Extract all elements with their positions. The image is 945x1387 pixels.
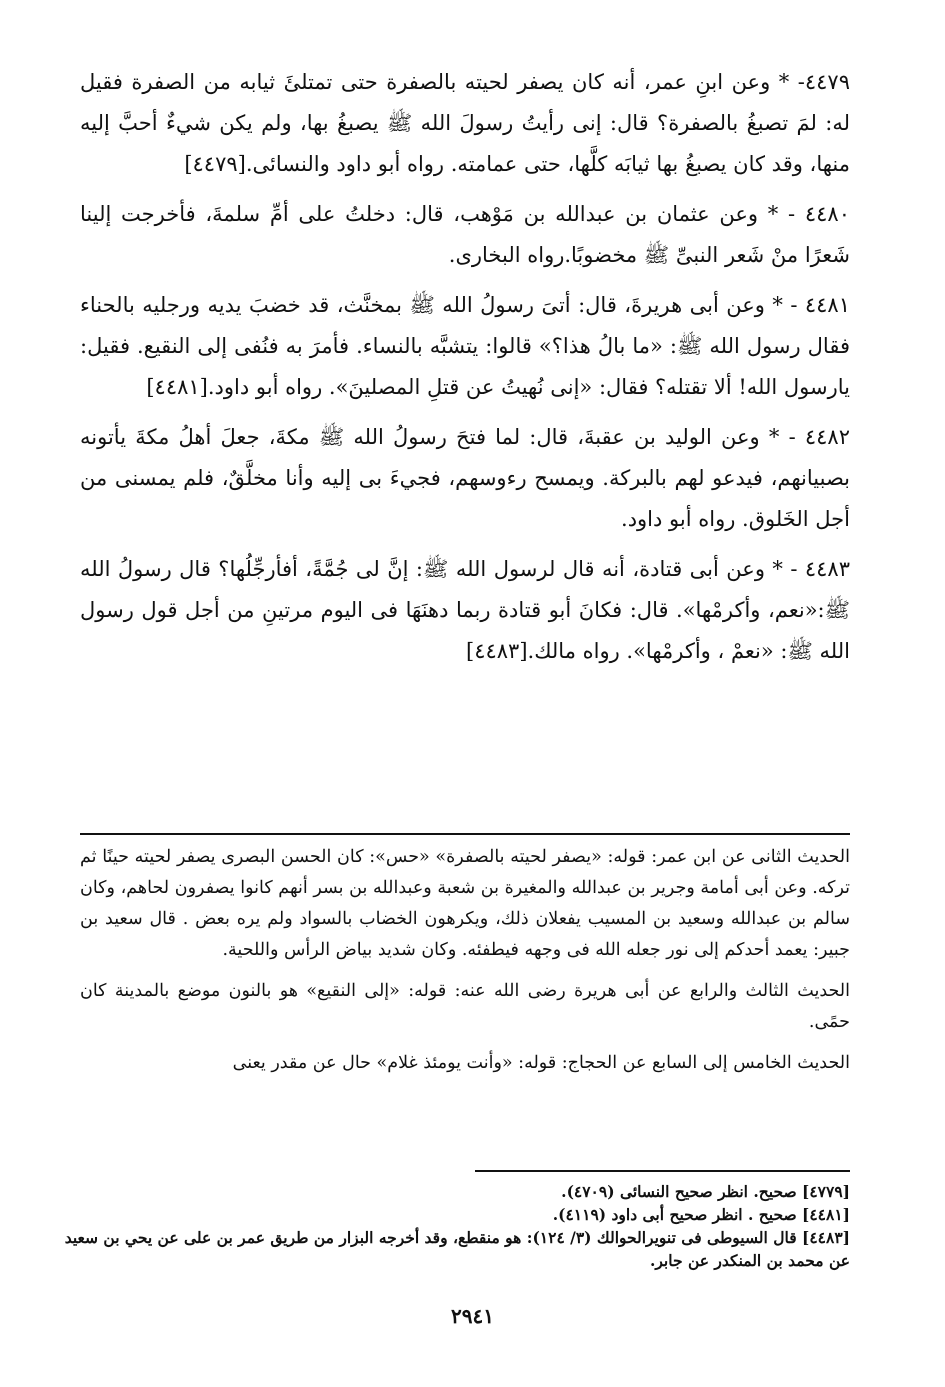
footnote-divider bbox=[475, 1170, 850, 1172]
commentary-paragraph: الحديث الخامس إلى السابع عن الحجاج: قوله: «وأنت يومئذ غلام» حال عن مقدر يعنى bbox=[232, 1053, 850, 1073]
commentary-divider bbox=[80, 833, 850, 835]
footnotes-section bbox=[60, 1180, 850, 1272]
commentary-paragraph: الحديث الثانى عن ابن عمر: قوله: «يصفر لحيته بالصفرة» «حس»: كان الحسن البصرى يصفر لحيته حينًا ثم تركه. وعن أبى أمامة وجرير بن عبدالله والمغيرة بن شعبة وعبدالله بن بسر أنهم كانوا يصفرون لحاهم، وكان سالم بن عبدالله وسعيد بن المسيب يفعلان ذلك، ويكرهون الخضاب بالسواد ولم يره بعض . قال سعيد بن جبير: يعمد أحدكم إلى نور جعله الله فى وجهه فيطفئه. وكان شديد بياض الرأس واللحية. bbox=[80, 847, 850, 960]
hadith-4481: ٤٤٨١ - * وعن أبى هريرةَ، قال: أتىَ رسولُ الله ﷺ بمخنَّث، قد خضبَ يديه ورجليه بالحناء فقال رسول الله ﷺ: «ما بالُ هذا؟» قالوا: يتشبَّه بالنساء. فأمرَ به فنُفى إلى النقيع. فقيل: يارسول الله! ألا تقتله؟ فقال: «إنى نُهيتُ عن قتلِ المصلينَ». رواه أبو داود.[٤٤٨١] bbox=[80, 293, 850, 399]
hadith-4482: ٤٤٨٢ - * وعن الوليد بن عقبةَ، قال: لما فتحَ رسولُ الله ﷺ مكةَ، جعلَ أهلُ مكةَ يأتونه بصبيانهم، فيدعو لهم بالبركة. ويمسح رءوسهم، فجيءَ بى إليه وأنا مخلَّقٌ، فلم يمسنى من أجل الخَلوق. رواه أبو داود. bbox=[80, 425, 850, 531]
hadith-section bbox=[80, 62, 850, 681]
footnote: [٤٤٨١] صحيح . انظر صحيح أبى داود (٤١١٩). bbox=[552, 1205, 850, 1224]
hadith-4480: ٤٤٨٠ - * وعن عثمان بن عبدالله بن مَوْهب، قال: دخلتُ على أمِّ سلمةَ، فأخرجت إلينا شَعرًا منْ شَعر النبىِّ ﷺ مخضوبًا.رواه البخارى. bbox=[80, 202, 850, 267]
commentary-section bbox=[80, 842, 850, 1089]
footnote: [٤٧٧٩] صحيح. انظر صحيح النسائى (٤٧٠٩). bbox=[561, 1182, 850, 1201]
footnote: [٤٤٨٣] قال السيوطى فى تنويرالحوالك (٣/ ١٢٤): هو منقطع، وقد أخرجه البزار من طريق عمر بن على عن يحي بن سعيد عن محمد بن المنكدر عن جابر. bbox=[64, 1228, 850, 1270]
hadith-4483: ٤٤٨٣ - * وعن أبى قتادة، أنه قال لرسول الله ﷺ: إنَّ لى جُمَّةً، أفأرجِّلُها؟ قال رسولُ الله ﷺ:«نعم، وأكرمْها». قال: فكانَ أبو قتادة ربما دهنَهَا فى اليوم مرتينِ من أجل قول رسول الله ﷺ: «نعمْ ، وأكرمْها». رواه مالك.[٤٤٨٣] bbox=[80, 557, 850, 663]
commentary-paragraph: الحديث الثالث والرابع عن أبى هريرة رضى الله عنه: قوله: «إلى النقيع» هو بالنون موضع بالمدينة كان حمًى. bbox=[80, 981, 850, 1032]
page-number: ٢٩٤١ bbox=[451, 1304, 494, 1328]
hadith-4479: ٤٤٧٩- * وعن ابنِ عمر، أنه كان يصفر لحيته بالصفرة حتى تمتلئَ ثيابه من الصفرة فقيل له: لمَ تصبغُ بالصفرة؟ قال: إنى رأيتُ رسولَ الله ﷺ يصبغُ بها، ولم يكن شيءٌ أحبَّ إليه منها، وقد كان يصبغُ بها ثيابَه كلَّها، حتى عمامته. رواه أبو داود والنسائى.[٤٤٧٩] bbox=[80, 70, 850, 176]
